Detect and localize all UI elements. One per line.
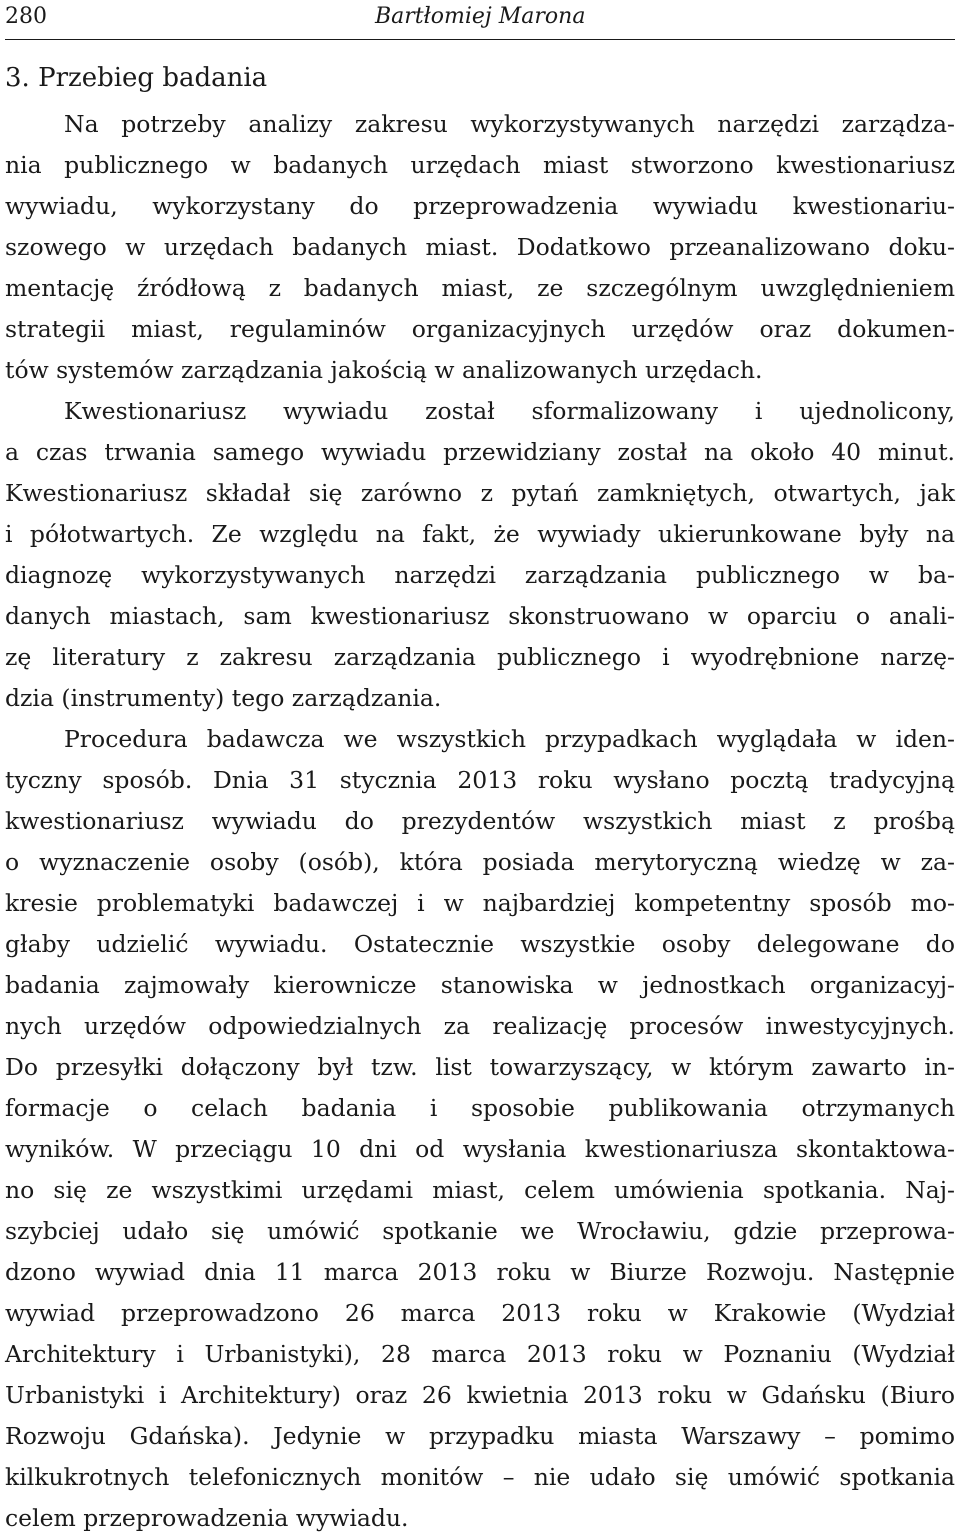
text-line: i półotwartych. Ze względu na fakt, że wywiady ukierunkowane były na xyxy=(5,520,955,548)
text-line: wywiadu, wykorzystany do przeprowadzenia wywiadu kwestionariu- xyxy=(5,192,955,220)
text-line: kwestionariusz wywiadu do prezydentów wszystkich miast z prośbą xyxy=(5,807,955,835)
text-line: Procedura badawcza we wszystkich przypadkach wyglądała w iden- xyxy=(64,725,955,753)
text-line: mentację źródłową z badanych miast, ze szczególnym uwzględnieniem xyxy=(5,274,955,302)
text-line: Kwestionariusz wywiadu został sformalizowany i ujednolicony, xyxy=(64,397,955,425)
text-line: głaby udzielić wywiadu. Ostatecznie wszystkie osoby delegowane do xyxy=(5,930,955,958)
text-line: Urbanistyki i Architektury) oraz 26 kwietnia 2013 roku w Gdańsku (Biuro xyxy=(5,1381,955,1409)
text-line: formacje o celach badania i sposobie publikowania otrzymanych xyxy=(5,1094,955,1122)
text-line: Do przesyłki dołączony był tzw. list towarzyszący, w którym zawarto in- xyxy=(5,1053,955,1081)
section-heading: 3. Przebieg badania xyxy=(5,63,268,93)
text-line: Na potrzeby analizy zakresu wykorzystywanych narzędzi zarządza- xyxy=(64,110,955,138)
page-number: 280 xyxy=(5,4,47,29)
text-line: o wyznaczenie osoby (osób), która posiada merytoryczną wiedzę w za- xyxy=(5,848,955,876)
text-line: celem przeprowadzenia wywiadu. xyxy=(5,1504,409,1532)
text-line: dzia (instrumenty) tego zarządzania. xyxy=(5,684,442,712)
text-line: strategii miast, regulaminów organizacyjnych urzędów oraz dokumen- xyxy=(5,315,955,343)
document-page xyxy=(5,0,955,1538)
running-head xyxy=(5,2,955,32)
text-line: kilkukrotnych telefonicznych monitów – nie udało się umówić spotkania xyxy=(5,1463,955,1491)
text-line: wywiad przeprowadzono 26 marca 2013 roku w Krakowie (Wydział xyxy=(5,1299,955,1327)
text-line: no się ze wszystkimi urzędami miast, celem umówienia spotkania. Naj- xyxy=(5,1176,955,1204)
text-line: dzono wywiad dnia 11 marca 2013 roku w Biurze Rozwoju. Następnie xyxy=(5,1258,955,1286)
text-line: a czas trwania samego wywiadu przewidziany został na około 40 minut. xyxy=(5,438,955,466)
header-rule xyxy=(5,39,955,40)
text-line: Rozwoju Gdańska). Jedynie w przypadku miasta Warszawy – pomimo xyxy=(5,1422,955,1450)
text-line: diagnozę wykorzystywanych narzędzi zarządzania publicznego w ba- xyxy=(5,561,955,589)
text-line: kresie problematyki badawczej i w najbardziej kompetentny sposób mo- xyxy=(5,889,955,917)
text-line: Kwestionariusz składał się zarówno z pytań zamkniętych, otwartych, jak xyxy=(5,479,955,507)
text-line: zę literatury z zakresu zarządzania publicznego i wyodrębnione narzę- xyxy=(5,643,955,671)
header-author: Bartłomiej Marona xyxy=(375,4,586,29)
text-line: nia publicznego w badanych urzędach miast stworzono kwestionariusz xyxy=(5,151,955,179)
text-line: Architektury i Urbanistyki), 28 marca 2013 roku w Poznaniu (Wydział xyxy=(5,1340,955,1368)
text-line: szybciej udało się umówić spotkanie we Wrocławiu, gdzie przeprowa- xyxy=(5,1217,955,1245)
text-line: wyników. W przeciągu 10 dni od wysłania kwestionariusza skontaktowa- xyxy=(5,1135,955,1163)
text-line: tów systemów zarządzania jakością w analizowanych urzędach. xyxy=(5,356,763,384)
text-line: szowego w urzędach badanych miast. Dodatkowo przeanalizowano doku- xyxy=(5,233,955,261)
text-line: danych miastach, sam kwestionariusz skonstruowano w oparciu o anali- xyxy=(5,602,955,630)
text-line: nych urzędów odpowiedzialnych za realizację procesów inwestycyjnych. xyxy=(5,1012,955,1040)
text-line: tyczny sposób. Dnia 31 stycznia 2013 roku wysłano pocztą tradycyjną xyxy=(5,766,955,794)
text-line: badania zajmowały kierownicze stanowiska w jednostkach organizacyj- xyxy=(5,971,955,999)
